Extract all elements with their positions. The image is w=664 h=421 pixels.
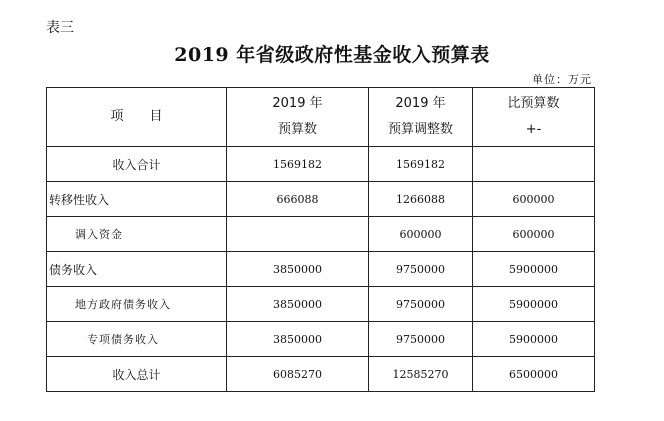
row-adjusted: 9750000	[369, 287, 473, 322]
header-budget-line1: 2019 年	[272, 96, 323, 111]
table-row	[47, 322, 595, 357]
row-diff: 5900000	[473, 287, 595, 322]
row-diff: 600000	[473, 182, 595, 217]
table-row	[47, 252, 595, 287]
header-item-text: 项 目	[110, 109, 163, 124]
row-name: 专项债务收入	[47, 322, 227, 357]
row-budget: 3850000	[227, 287, 369, 322]
header-diff-line1: 比预算数	[507, 96, 560, 111]
row-budget: 1569182	[227, 147, 369, 182]
row-budget: 3850000	[227, 322, 369, 357]
row-budget: 666088	[227, 182, 369, 217]
row-adjusted: 1569182	[369, 147, 473, 182]
row-diff: 600000	[473, 217, 595, 252]
table-row	[47, 182, 595, 217]
row-budget: 3850000	[227, 252, 369, 287]
header-diff	[473, 88, 595, 147]
document-title: 2019 年省级政府性基金收入预算表	[174, 44, 490, 66]
header-budget	[227, 88, 369, 147]
row-adjusted: 600000	[369, 217, 473, 252]
unit-note: 单位：万元	[532, 73, 592, 86]
header-adjusted	[369, 88, 473, 147]
table-row	[47, 147, 595, 182]
row-adjusted: 1266088	[369, 182, 473, 217]
row-name: 收入总计	[47, 357, 227, 392]
row-diff	[473, 147, 595, 182]
row-adjusted: 12585270	[369, 357, 473, 392]
header-adjusted-line1: 2019 年	[395, 96, 446, 111]
table-row	[47, 217, 595, 252]
header-budget-line2: 预算数	[277, 122, 317, 137]
row-adjusted: 9750000	[369, 322, 473, 357]
row-name: 转移性收入	[47, 182, 227, 217]
table-label: 表三	[46, 20, 74, 36]
budget-table	[46, 87, 595, 392]
table-row	[47, 287, 595, 322]
row-name: 调入资金	[47, 217, 227, 252]
row-diff: 5900000	[473, 252, 595, 287]
row-adjusted: 9750000	[369, 252, 473, 287]
row-diff: 6500000	[473, 357, 595, 392]
header-adjusted-line2: 预算调整数	[387, 122, 453, 137]
table-row	[47, 357, 595, 392]
header-row	[47, 88, 595, 147]
row-name: 债务收入	[47, 252, 227, 287]
header-item	[47, 88, 227, 147]
row-budget	[227, 217, 369, 252]
row-name: 收入合计	[47, 147, 227, 182]
row-name: 地方政府债务收入	[47, 287, 227, 322]
header-diff-line2: +-	[525, 122, 542, 137]
row-budget: 6085270	[227, 357, 369, 392]
row-diff: 5900000	[473, 322, 595, 357]
